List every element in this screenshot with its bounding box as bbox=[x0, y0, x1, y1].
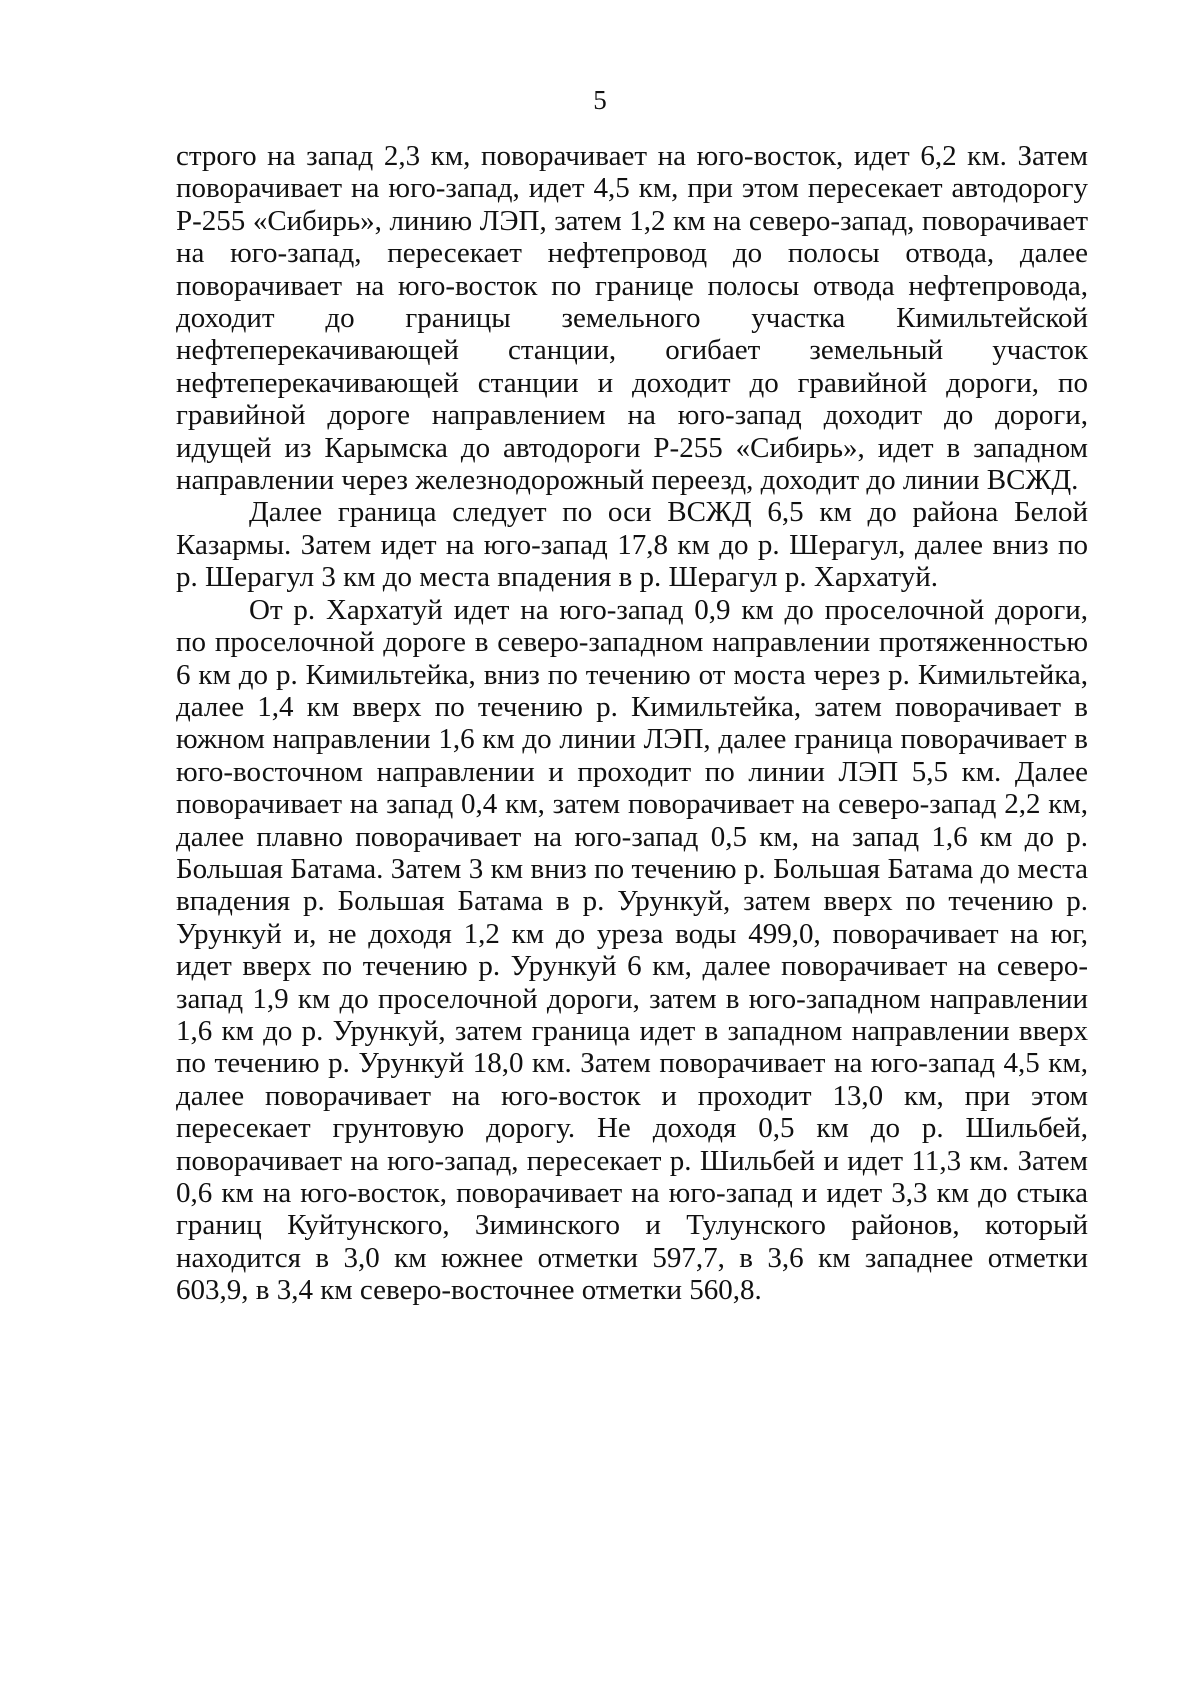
document-body bbox=[176, 140, 1088, 1307]
paragraph-2: Далее граница следует по оси ВСЖД 6,5 км до района Белой Казармы. Затем идет на юго-запад 17,8 км до р. Шерагул, далее вниз по р. Шерагул 3 км до места впадения в р. Шерагул р. Хархатуй. bbox=[176, 496, 1088, 594]
paragraph-1: строго на запад 2,3 км, поворачивает на юго-восток, идет 6,2 км. Затем поворачивает на юго-запад, идет 4,5 км, при этом пересекает автодорогу Р-255 «Сибирь», линию ЛЭП, затем 1,2 км на северо-запад, поворачивает на юго-запад, пересекает нефтепровод до полосы отвода, далее поворачивает на юго-восток по границе полосы отвода нефтепровода, доходит до границы земельного участка Кимильтейской нефтеперекачивающей станции, огибает земельный участок нефтеперекачивающей станции и доходит до гравийной дороги, по гравийной дороге направлением на юго-запад доходит до дороги, идущей из Карымска до автодороги Р-255 «Сибирь», идет в западном направлении через железнодорожный переезд, доходит до линии ВСЖД. bbox=[176, 140, 1088, 497]
page-number: 5 bbox=[593, 85, 607, 115]
paragraph-3: От р. Хархатуй идет на юго-запад 0,9 км до проселочной дороги, по проселочной дороге в северо-западном направлении протяженностью 6 км до р. Кимильтейка, вниз по течению от моста через р. Кимильтейка, далее 1,4 км вверх по течению р. Кимильтейка, затем поворачивает в южном направлении 1,6 км до линии ЛЭП, далее граница поворачивает в юго-восточном направлении и проходит по линии ЛЭП 5,5 км. Далее поворачивает на запад 0,4 км, затем поворачивает на северо-запад 2,2 км, далее плавно поворачивает на юго-запад 0,5 км, на запад 1,6 км до р. Большая Батама. Затем 3 км вниз по течению р. Большая Батама до места впадения р. Большая Батама в р. Урункуй, затем вверх по течению р. Урункуй и, не доходя 1,2 км до уреза воды 499,0, поворачивает на юг, идет вверх по течению р. Урункуй 6 км, далее поворачивает на северо-запад 1,9 км до проселочной дороги, затем в юго-западном направлении 1,6 км до р. Урункуй, затем граница идет в западном направлении вверх по течению р. Урункуй 18,0 км. Затем поворачивает на юго-запад 4,5 км, далее поворачивает на юго-восток и проходит 13,0 км, при этом пересекает грунтовую дорогу. Не доходя 0,5 км до р. Шильбей, поворачивает на юго-запад, пересекает р. Шильбей и идет 11,3 км. Затем 0,6 км на юго-восток, поворачивает на юго-запад и идет 3,3 км до стыка границ Куйтунского, Зиминского и Тулунского районов, который находится в 3,0 км южнее отметки 597,7, в 3,6 км западнее отметки 603,9, в 3,4 км северо-восточнее отметки 560,8. bbox=[176, 593, 1088, 1307]
